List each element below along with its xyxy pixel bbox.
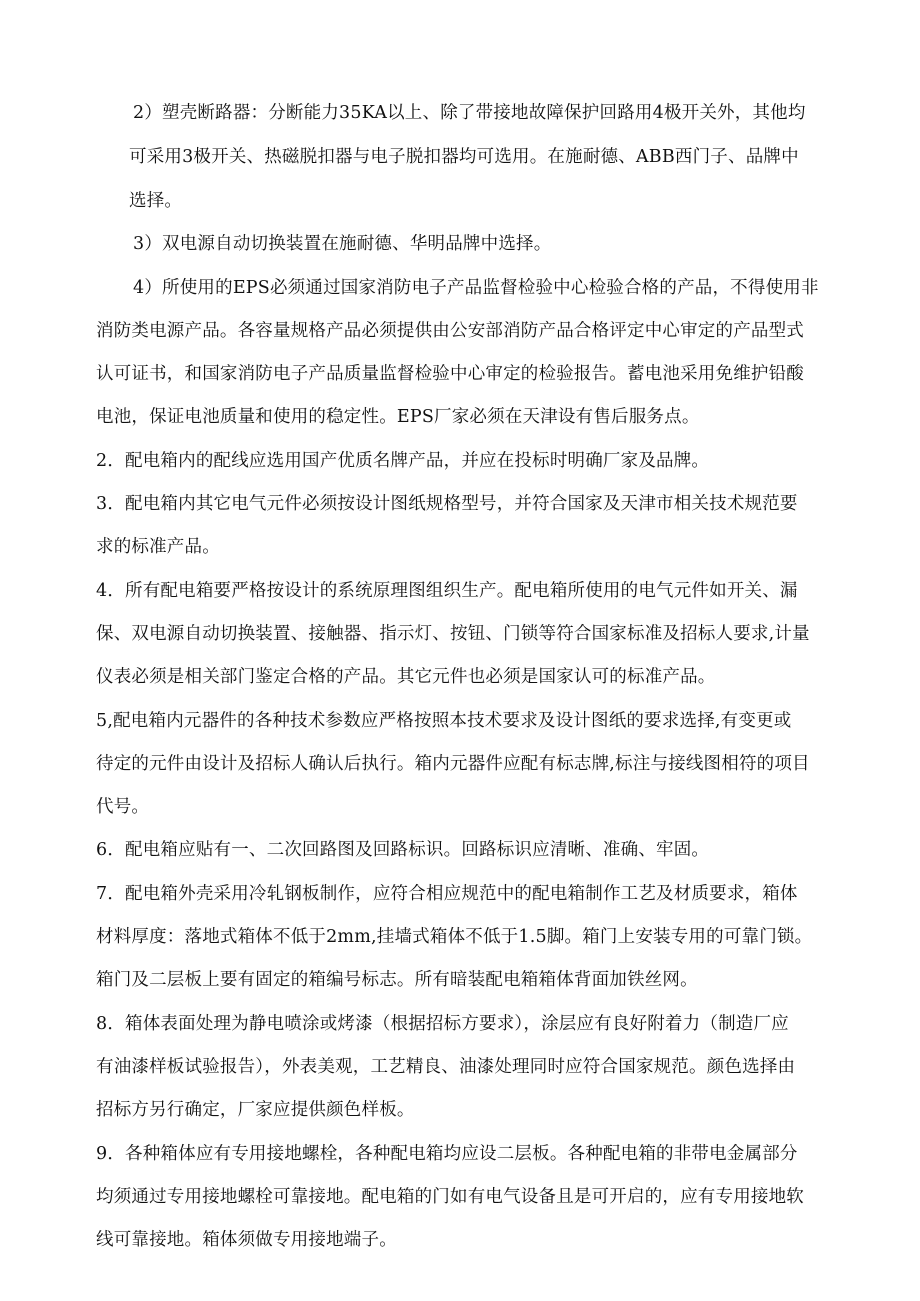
text-line: 材料厚度：落地式箱体不低于2mm,挂墙式箱体不低于1.5脚。箱门上安装专用的可靠门锁。 xyxy=(96,927,813,947)
text-line: 认可证书，和国家消防电子产品质量监督检验中心审定的检验报告。蓄电池采用免维护铅酸 xyxy=(96,364,804,384)
text-line: 电池，保证电池质量和使用的稳定性。EPS厂家必须在天津设有售后服务点。 xyxy=(96,407,700,427)
text-line: 5,配电箱内元器件的各种技术参数应严格按照本技术要求及设计图纸的要求选择,有变更或 xyxy=(96,711,792,731)
text-line: 2）塑壳断路器：分断能力35KA以上、除了带接地故障保护回路用4极开关外，其他均 xyxy=(133,103,806,123)
text-line: 4．所有配电箱要严格按设计的系统原理图组织生产。配电箱所使用的电气元件如开关、漏 xyxy=(96,581,798,601)
text-line: 待定的元件由设计及招标人确认后执行。箱内元器件应配有标志牌,标注与接线图相符的项目 xyxy=(96,754,810,774)
text-line: 均须通过专用接地螺栓可靠接地。配电箱的门如有电气设备且是可开启的，应有专用接地软 xyxy=(96,1187,804,1207)
text-line: 求的标准产品。 xyxy=(96,537,220,557)
text-line: 选择。 xyxy=(129,191,183,211)
text-line: 线可靠接地。箱体须做专用接地端子。 xyxy=(96,1230,397,1250)
text-line: 7．配电箱外壳采用冷轧钢板制作，应符合相应规范中的配电箱制作工艺及材质要求，箱体 xyxy=(96,884,798,904)
text-line: 4）所使用的EPS必须通过国家消防电子产品监督检验中心检验合格的产品，不得使用非 xyxy=(133,278,819,298)
text-line: 箱门及二层板上要有固定的箱编号标志。所有暗装配电箱箱体背面加铁丝网。 xyxy=(96,970,698,990)
text-line: 保、双电源自动切换装置、接触器、指示灯、按钮、门锁等符合国家标准及招标人要求,计量 xyxy=(96,624,810,644)
text-line: 9．各种箱体应有专用接地螺栓，各种配电箱均应设二层板。各种配电箱的非带电金属部分 xyxy=(96,1144,798,1164)
text-line: 消防类电源产品。各容量规格产品必须提供由公安部消防产品合格评定中心审定的产品型式 xyxy=(96,321,804,341)
text-line: 2．配电箱内的配线应选用国产优质名牌产品，并应在投标时明确厂家及品牌。 xyxy=(96,451,710,471)
text-line: 3．配电箱内其它电气元件必须按设计图纸规格型号，并符合国家及天津市相关技术规范要 xyxy=(96,494,798,514)
text-line: 有油漆样板试验报告），外表美观，工艺精良、油漆处理同时应符合国家规范。颜色选择由 xyxy=(96,1057,796,1077)
text-line: 3）双电源自动切换装置在施耐德、华明品牌中选择。 xyxy=(133,234,552,254)
text-line: 招标方另行确定，厂家应提供颜色样板。 xyxy=(96,1100,415,1120)
text-line: 仪表必须是相关部门鉴定合格的产品。其它元件也必须是国家认可的标准产品。 xyxy=(96,667,716,687)
text-line: 代号。 xyxy=(96,797,150,817)
text-line: 6．配电箱应贴有一、二次回路图及回路标识。回路标识应清晰、准确、牢固。 xyxy=(96,840,710,860)
text-line: 8．箱体表面处理为静电喷涂或烤漆（根据招标方要求），涂层应有良好附着力（制造厂应 xyxy=(96,1014,789,1034)
text-line: 可采用3极开关、热磁脱扣器与电子脱扣器均可选用。在施耐德、ABB西门子、品牌中 xyxy=(129,147,799,167)
